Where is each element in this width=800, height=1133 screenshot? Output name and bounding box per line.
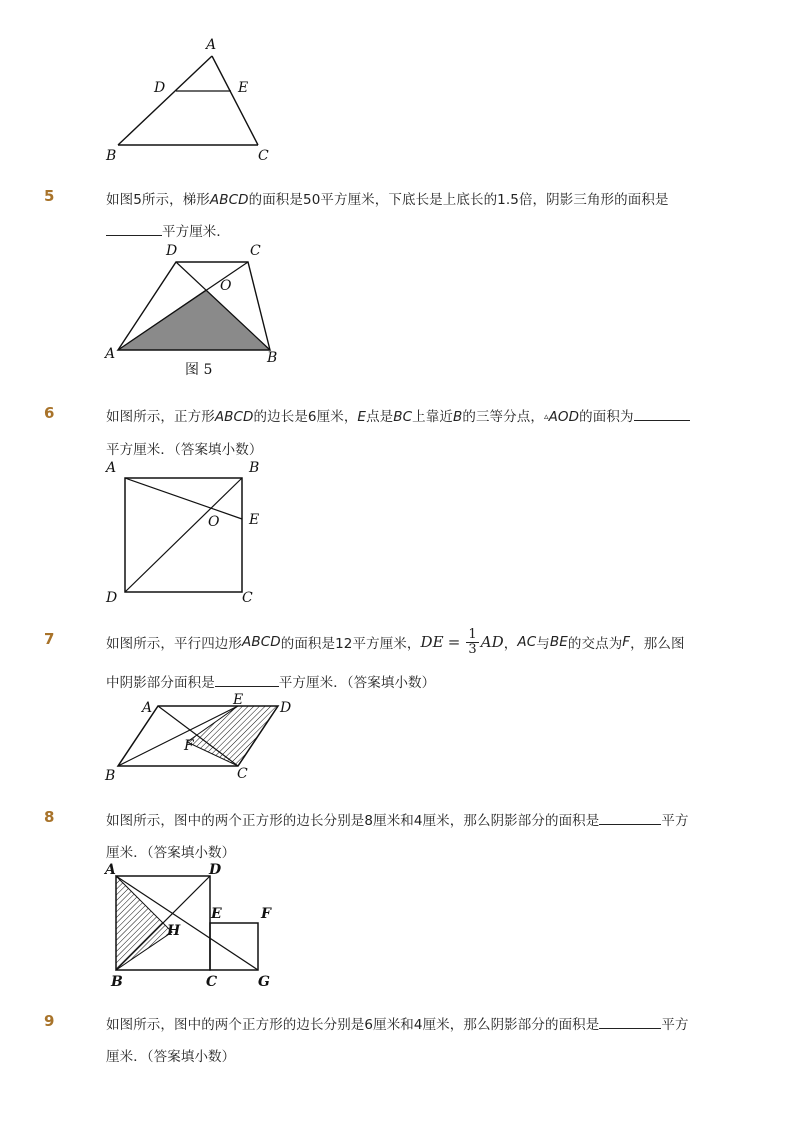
q8-label-h: H	[167, 923, 181, 939]
q6-text-mid1: 的边长是6厘米，	[253, 409, 358, 425]
q7-segment-ac: AC	[517, 634, 537, 650]
q7-answer-blank[interactable]	[215, 685, 279, 687]
q4-ac	[212, 56, 258, 145]
q6-segment-bc: BC	[393, 409, 413, 425]
q6-text-line2: 平方厘米．（答案填小数）	[106, 442, 263, 458]
q7-fraction-numerator: 1	[468, 627, 477, 642]
q7-text-suffix: ，那么图	[630, 636, 685, 652]
q8-answer-blank[interactable]	[599, 823, 661, 825]
q7-text-line2-prefix: 中阴影部分面积是	[106, 675, 215, 691]
q5-text-line2-suffix: 平方厘米．	[162, 224, 230, 240]
q9-text-line2: 厘米．（答案填小数）	[106, 1049, 236, 1065]
q6-text-mid2: 点是	[366, 409, 394, 425]
q6-label-e: E	[249, 512, 260, 528]
q9-text-line1	[106, 1013, 689, 1033]
q8-text-prefix: 如图所示，图中的两个正方形的边长分别是8厘米和4厘米，那么阴影部分的面积是	[106, 813, 600, 829]
q7-text-line2	[106, 671, 435, 691]
q8-text-suffix: 平方	[661, 813, 689, 829]
q7-figure	[100, 690, 310, 790]
q6-point-b: B	[452, 409, 463, 425]
q4-label-a: A	[206, 37, 217, 53]
q5-shape-name: ABCD	[209, 192, 249, 208]
q5-text-line2	[106, 220, 230, 240]
q4-figure	[100, 36, 290, 166]
q7-text-comma: ，	[503, 636, 518, 652]
q6-text-mid3: 上靠近	[412, 409, 453, 425]
q8-label-a: A	[105, 862, 116, 878]
q4-label-e: E	[238, 80, 249, 96]
q7-text-prefix: 如图所示，平行四边形	[106, 636, 242, 652]
q8-label-f: F	[261, 906, 271, 922]
q4-ab	[118, 56, 212, 145]
q8-label-b: B	[111, 974, 123, 990]
q8-figure	[100, 860, 290, 990]
q5-figure-caption: 图 5	[185, 362, 213, 378]
q5-text-suffix: 的面积是50平方厘米，下底长是上底长的1.5倍，阴影三角形的面积是	[248, 192, 669, 208]
q7-label-e: E	[233, 692, 244, 708]
q7-math-eq: =	[447, 633, 461, 651]
q4-label-c: C	[258, 148, 269, 164]
q7-shape-name: ABCD	[242, 634, 281, 650]
q8-text-line1	[106, 809, 689, 829]
q5-label-a: A	[105, 346, 116, 362]
q5-label-b: B	[267, 350, 278, 366]
q7-segment-be: BE	[549, 634, 568, 650]
q5-figure	[100, 238, 290, 380]
q8-label-e: E	[211, 906, 222, 922]
q6-text-line1	[106, 405, 690, 425]
q8-text-line2: 厘米．（答案填小数）	[106, 845, 236, 861]
q6-diagonal-bd	[125, 478, 242, 592]
q6-text-suffix: 的面积为	[579, 409, 634, 425]
q7-text-mid3: 的交点为	[567, 636, 623, 652]
q7-number: 7	[44, 630, 55, 648]
q5-label-o: O	[220, 278, 232, 294]
q6-triangle-name: AOD	[548, 409, 580, 425]
q8-label-g: G	[258, 974, 270, 990]
q4-label-d: D	[154, 80, 166, 96]
q7-math-lhs: DE	[420, 633, 444, 651]
q7-label-b: B	[105, 768, 116, 784]
q6-text-prefix: 如图所示，正方形	[106, 409, 215, 425]
q6-number: 6	[44, 404, 55, 422]
q6-label-d: D	[106, 590, 118, 606]
q7-label-f: F	[184, 738, 194, 754]
q5-label-c: C	[250, 243, 261, 259]
q7-text-mid2: 与	[536, 636, 550, 652]
q9-text-prefix: 如图所示，图中的两个正方形的边长分别是6厘米和4厘米，那么阴影部分的面积是	[106, 1017, 600, 1033]
q8-number: 8	[44, 808, 55, 826]
q6-shape-name: ABCD	[214, 409, 254, 425]
q6-segment-ae	[125, 478, 242, 519]
q7-point-f: F	[622, 634, 631, 650]
q6-label-o: O	[208, 514, 220, 530]
q6-answer-blank[interactable]	[634, 419, 690, 421]
q5-answer-blank[interactable]	[106, 234, 162, 236]
q7-text-line2-suffix: 平方厘米．（答案填小数）	[278, 675, 436, 691]
q7-text-line1	[106, 624, 685, 660]
q6-label-c: C	[242, 590, 253, 606]
q9-answer-blank[interactable]	[599, 1027, 661, 1029]
q6-figure	[100, 456, 290, 608]
q6-point-e: E	[357, 409, 367, 425]
q6-label-a: A	[106, 460, 117, 476]
q6-label-b: B	[249, 460, 260, 476]
q9-text-suffix: 平方	[661, 1017, 689, 1033]
q8-label-c: C	[206, 974, 218, 990]
q7-label-a: A	[142, 700, 153, 716]
q5-text-line1	[106, 188, 669, 208]
q5-number: 5	[44, 187, 55, 205]
q7-label-c: C	[237, 766, 248, 782]
q6-text-mid4: 的三等分点，	[462, 409, 544, 425]
q8-small-square	[210, 923, 258, 970]
q7-text-mid1: 的面积是12平方厘米，	[280, 636, 421, 652]
q7-math-rhs: AD	[480, 633, 504, 651]
q4-label-b: B	[106, 148, 117, 164]
q7-fraction-denominator: 3	[468, 642, 477, 657]
q5-text-prefix: 如图5所示，梯形	[106, 192, 210, 208]
q7-fraction	[466, 628, 478, 656]
q6-triangle-symbol: ▵	[543, 412, 549, 422]
q8-label-d: D	[209, 862, 222, 878]
q7-shaded-region	[187, 706, 278, 766]
q5-label-d: D	[166, 243, 178, 259]
q9-number: 9	[44, 1012, 55, 1030]
q7-label-d: D	[280, 700, 292, 716]
